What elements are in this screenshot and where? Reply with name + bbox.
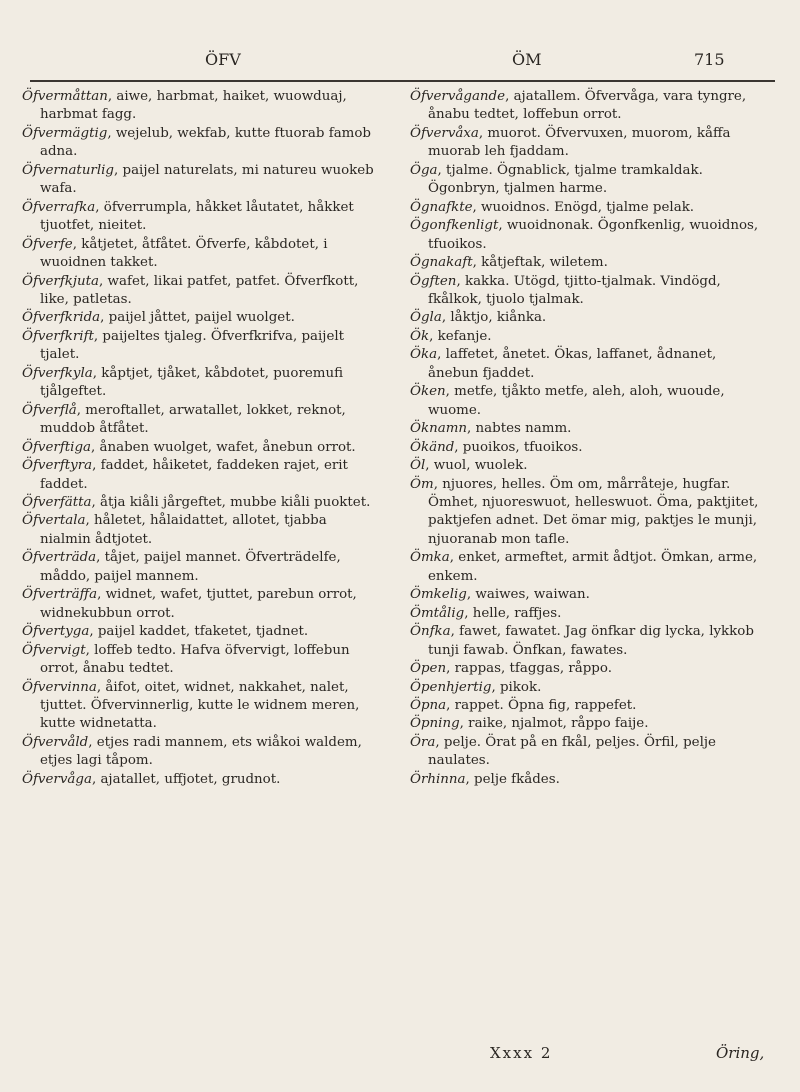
headword: Öfvermägtig	[22, 125, 108, 141]
dictionary-entry: Öfvervågande, ajatallem. Öfvervåga, vara tyngre, ånabu tedtet, loffebun orrot.	[410, 89, 747, 123]
dictionary-entry: Öfvervåld, etjes radi mannem, ets wiåkoi waldem, etjes lagi tåpom.	[22, 734, 362, 769]
headword: Öfvervåld	[22, 734, 89, 750]
headword: Öfvervåga	[22, 771, 92, 787]
headword: Öfvervågande	[410, 89, 506, 104]
headword: Öra	[410, 734, 436, 750]
headword: Ögnafkte	[410, 199, 473, 215]
dictionary-entry: Ömka, enket, armeftet, armit ådtjot. Ömkan, arme, enkem.	[410, 550, 758, 584]
dictionary-entry: Öfvertala, håletet, hålaidattet, allotet, tjabba nialmin ådtjotet.	[22, 513, 327, 547]
dictionary-entry: Öfverträffa, widnet, wafet, tjuttet, parebun orrot, widnekubbun orrot.	[22, 587, 357, 621]
headword: Öfverfätta	[22, 494, 92, 510]
headword: Öpna	[410, 697, 447, 713]
headword: Öfvervigt	[22, 642, 86, 658]
headword: Öfvervåxa	[410, 125, 479, 141]
dictionary-entry: Öl, wuol, wuolek.	[410, 458, 528, 474]
headword: Ömka	[410, 550, 450, 566]
dictionary-entry: Ökänd, puoikos, tfuoikos.	[410, 439, 583, 455]
headword: Ögnakaft	[410, 255, 473, 271]
dictionary-entry: Öfvervinna, åifot, oitet, widnet, nakkahet, nalet, tjuttet. Öfvervinnerlig, kutte le widnem meren, kutte widnetatta.	[22, 679, 360, 732]
dictionary-entry: Öpna, rappet. Öpna fig, rappefet.	[410, 697, 637, 713]
dictionary-entry: Öpen, rappas, tfaggas, råppo.	[410, 661, 612, 677]
dictionary-entry: Öfverftiga, ånaben wuolget, wafet, ånebun orrot.	[22, 439, 356, 455]
headword: Ömkelig	[410, 587, 467, 603]
dictionary-entry: Öfverfkrida, paijel jåttet, paijel wuolget.	[22, 310, 295, 326]
dictionary-entry: Öfverftyra, faddet, håiketet, faddeken rajet, erit faddet.	[22, 458, 348, 492]
dictionary-entry: Öra, pelje. Örat på en fkål, peljes. Örfil, pelje naulates.	[410, 734, 716, 769]
dictionary-entry: Öfverfätta, åtja kiåli jårgeftet, mubbe kiåli puoktet.	[22, 494, 371, 510]
headword: Öpning	[410, 716, 460, 732]
headword: Öga	[410, 162, 438, 178]
dictionary-entry: Öfvervåxa, muorot. Öfvervuxen, muorom, kåffa muorab leh fjaddam.	[410, 125, 731, 160]
dictionary-entry: Öfverfkyla, kåptjet, tjåket, kåbdotet, puoremufi tjålgeftet.	[22, 365, 344, 400]
headword: Öl	[410, 458, 426, 474]
dictionary-entry: Öknamn, nabtes namm.	[410, 421, 572, 437]
headword: Öm	[410, 476, 434, 492]
headword: Örhinna	[410, 771, 466, 787]
dictionary-entry: Öfverflå, meroftallet, arwatallet, lokket, reknot, muddob åtfåtet.	[22, 402, 346, 437]
dictionary-entry: Öfverfkrift, paijeltes tjaleg. Öfverfkrifva, paijelt tjalet.	[22, 328, 345, 363]
dictionary-entry: Önfka, fawet, fawatet. Jag önfkar dig lycka, lykkob tunji fawab. Önfkan, fawates.	[410, 624, 754, 658]
headword: Öpen	[410, 661, 447, 677]
headword: Öfvervinna	[22, 679, 97, 695]
left-column	[22, 88, 374, 789]
headword: Öfverfkjuta	[22, 273, 100, 289]
headword: Öka	[410, 347, 438, 363]
dictionary-entry: Ögnafkte, wuoidnos. Enögd, tjalme pelak.	[410, 199, 695, 215]
headword: Öfvernaturlig	[22, 162, 114, 178]
headword: Öken	[410, 384, 446, 400]
headword: Öknamn	[410, 421, 468, 437]
dictionary-entry: Öfvervåga, ajatallet, uffjotet, grudnot.	[22, 771, 281, 787]
headword: Ögla	[410, 310, 442, 326]
dictionary-entry: Öfvermåttan, aiwe, harbmat, haiket, wuowduaj, harbmat fagg.	[22, 89, 347, 123]
dictionary-entry: Ök, kefanje.	[410, 328, 492, 344]
dictionary-entry: Öka, laffetet, ånetet. Ökas, laffanet, ådnanet, ånebun fjaddet.	[410, 347, 717, 381]
signature-mark: Xxxx 2	[490, 1044, 553, 1062]
headword: Öfverfkrida	[22, 310, 101, 326]
dictionary-entry: Örhinna, pelje fkådes.	[410, 771, 560, 787]
headword: Öfverftyra	[22, 458, 93, 474]
headword: Öfverträffa	[22, 587, 98, 603]
dictionary-entry: Öfverrafka, öfverrumpla, håkket låutatet, håkket tjuotfet, nieitet.	[22, 199, 354, 234]
dictionary-entry: Öfverträda, tåjet, paijel mannet. Öfverträdelfe, måddo, paijel mannem.	[22, 550, 341, 584]
dictionary-entry: Öfvervigt, loffeb tedto. Hafva öfvervigt, loffebun orrot, ånabu tedtet.	[22, 642, 350, 677]
running-head-middle: ÖM	[512, 50, 542, 69]
headword: Öfvertala	[22, 513, 86, 529]
dictionary-entry: Ögnakaft, kåtjeftak, wiletem.	[410, 255, 608, 271]
headword: Ögonfkenligt	[410, 218, 499, 234]
headword: Öfverrafka	[22, 199, 96, 215]
headword: Öfvertyga	[22, 624, 90, 640]
headword: Ömtålig	[410, 605, 465, 621]
page-number: 715	[694, 50, 725, 69]
headword: Öfverfkrift	[22, 328, 94, 344]
dictionary-entry: Öga, tjalme. Ögnablick, tjalme tramkaldak. Ögonbryn, tjalmen harme.	[410, 162, 703, 197]
headword: Öfverträda	[22, 550, 97, 566]
headword: Öfvermåttan	[22, 89, 108, 104]
headword: Öfverfkyla	[22, 365, 93, 381]
headword: Öfverflå	[22, 402, 77, 418]
headword: Öfverfe	[22, 236, 73, 252]
dictionary-entry: Öpning, raike, njalmot, råppo faije.	[410, 716, 649, 732]
dictionary-entry: Öm, njuores, helles. Öm om, mårråteje, hugfar. Ömhet, njuoreswuot, helleswuot. Öma, paktjitet, paktjefen adnet. Det ömar mig, paktjes le munji, njuoranab mon tafle.	[410, 476, 759, 547]
dictionary-entry: Ögonfkenligt, wuoidnonak. Ögonfkenlig, wuoidnos, tfuoikos.	[410, 218, 759, 252]
dictionary-entry: Ömkelig, waiwes, waiwan.	[410, 587, 590, 603]
dictionary-entry: Öfvernaturlig, paijel naturelats, mi natureu wuokeb wafa.	[22, 162, 374, 197]
headword: Ögften	[410, 273, 457, 289]
running-head-left: ÖFV	[205, 50, 241, 69]
headword: Ök	[410, 328, 430, 344]
headword: Ökänd	[410, 439, 455, 455]
dictionary-entry: Öfverfe, kåtjetet, åtfåtet. Öfverfe, kåbdotet, i wuoidnen takket.	[22, 236, 328, 271]
dictionary-entry: Ömtålig, helle, raffjes.	[410, 605, 562, 621]
catchword: Öring,	[716, 1044, 765, 1062]
dictionary-entry: Öfvermägtig, wejelub, wekfab, kutte ftuorab famob adna.	[22, 125, 372, 160]
right-column	[410, 88, 762, 789]
dictionary-entry: Öfvertyga, paijel kaddet, tfaketet, tjadnet.	[22, 624, 309, 640]
dictionary-entry: Ögften, kakka. Utögd, tjitto-tjalmak. Vindögd, fkålkok, tjuolo tjalmak.	[410, 273, 721, 307]
header-rule	[30, 80, 775, 82]
headword: Öfverftiga	[22, 439, 91, 455]
dictionary-entry: Öfverfkjuta, wafet, likai patfet, patfet. Öfverfkott, like, patletas.	[22, 273, 359, 307]
dictionary-entry: Ögla, låktjo, kiånka.	[410, 310, 547, 326]
headword: Öpenhjertig	[410, 679, 492, 695]
headword: Önfka	[410, 624, 451, 640]
dictionary-entry: Öpenhjertig, pikok.	[410, 679, 542, 695]
dictionary-entry: Öken, metfe, tjåkto metfe, aleh, aloh, wuoude, wuome.	[410, 384, 725, 418]
